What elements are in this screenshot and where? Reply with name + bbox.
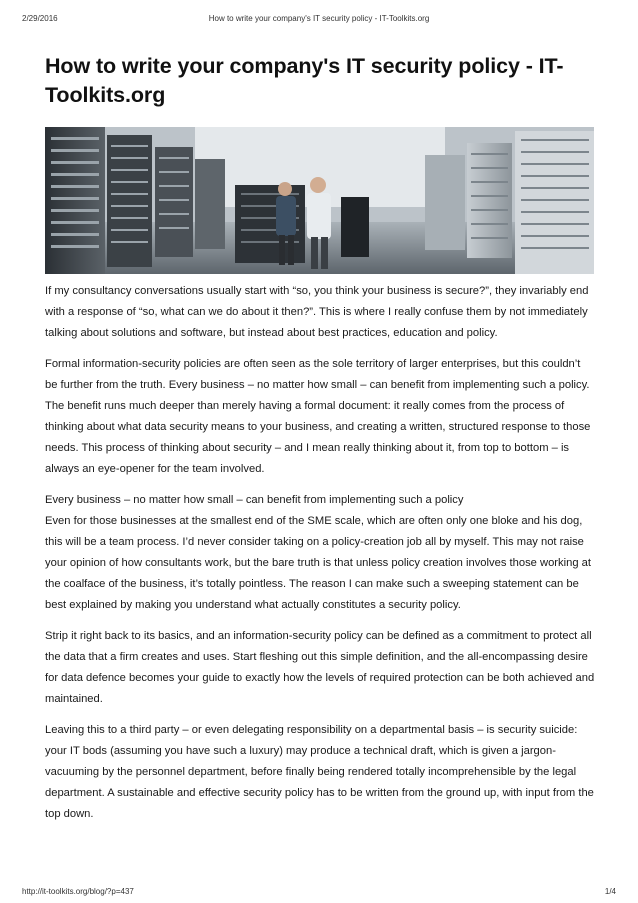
- print-url: http://it-toolkits.org/blog/?p=437: [22, 887, 134, 896]
- article-paragraph: If my consultancy conversations usually start with “so, you think your business is secure?”, they invariably end with a response of “so, what can we do about it then?”. This is where I really confuse them by not immediately talking about solutions and software, but instead about best practices, education and policy.: [45, 285, 589, 339]
- article-title: How to write your company's IT security policy - IT-Toolkits.org: [45, 54, 564, 107]
- print-page-title: How to write your company's IT security policy - IT-Toolkits.org: [208, 14, 430, 23]
- article-paragraph: Leaving this to a third party – or even delegating responsibility on a departmental basis – is security suicide: your IT bods (assuming you have such a luxury) may produce a technical draft, which is given a jargon-vacuuming by the personnel department, before finally being rendered totally incomprehensible by the legal department. A sustainable and effective security policy has to be written from the ground up, with input from the top down.: [45, 724, 594, 820]
- page-number: 1/4: [604, 887, 616, 896]
- article-body: [45, 281, 595, 825]
- server-room-photo: [45, 127, 594, 274]
- article-pull-quote: Every business – no matter how small – can benefit from implementing such a policy: [45, 494, 464, 506]
- article-hero-image: [45, 127, 594, 274]
- article-paragraph: Strip it right back to its basics, and an information-security policy can be defined as a commitment to protect all the data that a firm creates and uses. Start fleshing out this simple definition, and the all-encompassing desire for data defence becomes your guide to exactly how the levels of required protection can be both achieved and maintained.: [45, 630, 595, 705]
- article-container: [45, 52, 595, 835]
- article-paragraph: Formal information-security policies are often seen as the sole territory of larger enterprises, but this couldn’t be further from the truth. Every business – no matter how small – can benefit from implementing such a policy. The benefit runs much deeper than merely having a formal document: it really comes from the process of thinking about what data security means to your business, and creating a written, structured response to those needs. This process of thinking about security – and I mean really thinking about it, from top to bottom – is always an eye-opener for the team involved.: [45, 358, 591, 475]
- print-date: 2/29/2016: [22, 14, 58, 23]
- article-paragraph: Even for those businesses at the smallest end of the SME scale, which are often only one bloke and his dog, this will be a team process. I’d never consider taking on a policy-creation job all by myself. This may not raise your opinion of how consultants work, but the bare truth is that unless policy creation involves those working at the coalface of the business, it’s totally pointless. The reason I can make such a sweeping statement can be best explained by making you understand what actually constitutes a security policy.: [45, 515, 591, 611]
